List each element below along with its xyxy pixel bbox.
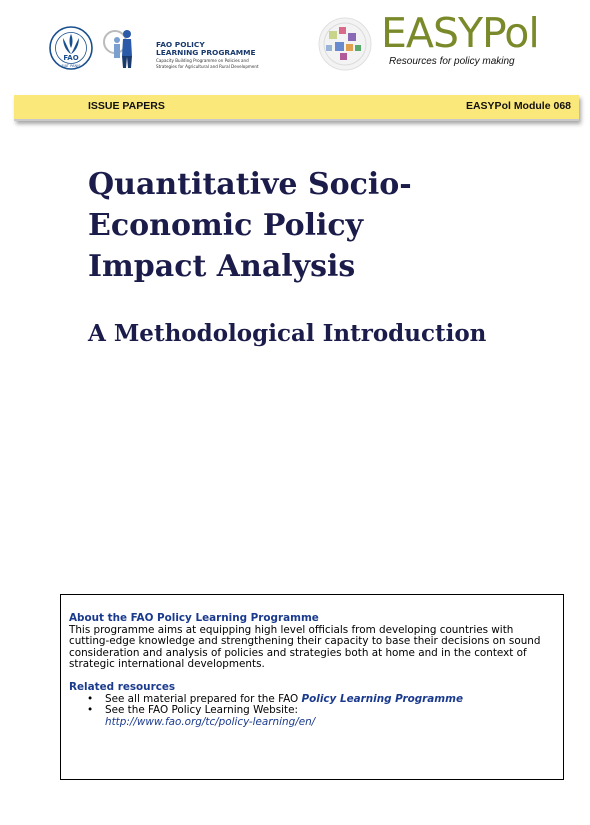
bullet-icon: • bbox=[87, 692, 94, 705]
plp-sub-line2: Strategies for Agricultural and Rural Development bbox=[156, 64, 259, 69]
about-heading: About the FAO Policy Learning Programme bbox=[69, 612, 319, 624]
issue-banner bbox=[14, 95, 579, 121]
title-line-1: Quantitative Socio- bbox=[88, 167, 412, 202]
item2-text: See the FAO Policy Learning Website: bbox=[105, 704, 298, 717]
title-line-2: Economic Policy bbox=[88, 208, 364, 243]
fao-logo-text: FAO bbox=[63, 54, 79, 62]
related-heading: Related resources bbox=[69, 680, 176, 693]
plp-title-line1: FAO POLICY bbox=[156, 40, 205, 49]
easypol-globe-logo bbox=[311, 15, 379, 73]
plp-logo bbox=[103, 26, 159, 70]
document-title bbox=[88, 164, 508, 287]
plp-title-line2: LEARNING PROGRAMME bbox=[156, 48, 256, 57]
easypol-title: EASYPol bbox=[381, 9, 539, 57]
plp-text-block bbox=[156, 41, 259, 69]
banner-series-label: ISSUE PAPERS bbox=[88, 100, 165, 112]
policy-programme-link[interactable]: Policy Learning Programme bbox=[301, 692, 463, 705]
fao-logo-motto: FIAT PANIS bbox=[61, 64, 81, 68]
list-item bbox=[83, 705, 555, 728]
plp-sub-line1: Capacity Building Programme on Policies and bbox=[156, 58, 249, 63]
about-text: This programme aims at equipping high level officials from developing countries with cutting-edge knowledge and strengthening their capacity to base their decisions on sound consideration and analysis of policies and strategies both at home and in the context of strategic international developments. bbox=[69, 623, 541, 671]
banner-module-label: EASYPol Module 068 bbox=[465, 100, 571, 112]
item1-prefix: See all material prepared for the FAO bbox=[105, 692, 302, 705]
bullet-icon: • bbox=[87, 704, 94, 717]
policy-learning-url-link[interactable]: http://www.fao.org/tc/policy-learning/en/ bbox=[105, 715, 316, 728]
fao-logo bbox=[49, 26, 93, 70]
info-box bbox=[60, 594, 564, 780]
title-line-3: Impact Analysis bbox=[88, 249, 356, 284]
document-subtitle: A Methodological Introduction bbox=[88, 320, 487, 347]
easypol-tagline: Resources for policy making bbox=[389, 56, 515, 67]
related-list bbox=[83, 694, 555, 729]
